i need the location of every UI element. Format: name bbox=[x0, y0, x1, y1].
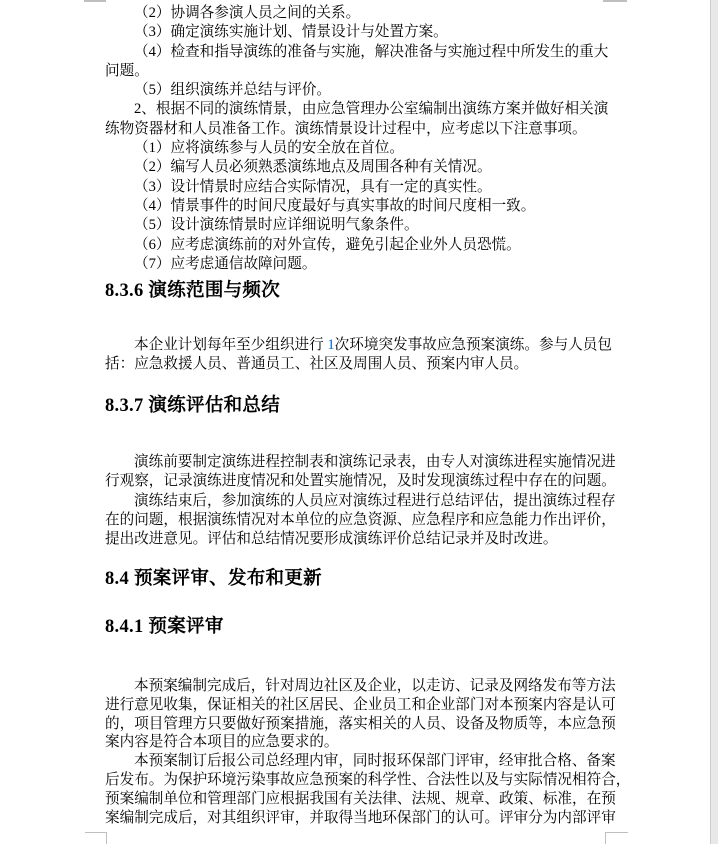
text-line: （5）组织演练并总结与评价。 bbox=[134, 82, 332, 99]
page-edge-gutter bbox=[710, 0, 718, 844]
margin-crop-mark-bottom-right bbox=[605, 832, 628, 833]
text-line: 进行意见收集，保证相关的社区居民、企业员工和企业部门对本预案内容是认可 bbox=[105, 696, 616, 713]
margin-crop-mark-bottom-right bbox=[605, 832, 606, 844]
text-line: （3）确定演练实施计划、情景设计与处置方案。 bbox=[134, 24, 448, 41]
text-line: 预案编制单位和管理部门应根据我国有关法律、法规、规章、政策、标准，在预 bbox=[105, 790, 616, 807]
text-line: （3）设计情景时应结合实际情况，具有一定的真实性。 bbox=[134, 178, 492, 195]
text-line: 本预案制订后报公司总经理内审，同时报环保部门评审，经审批合格、备案 bbox=[134, 753, 616, 770]
paragraph-block bbox=[105, 4, 645, 274]
text-line: 演练结束后，参加演练的人员应对演练过程进行总结评估，提出演练过程存 bbox=[134, 492, 616, 509]
text-line: （2）协调各参演人员之间的关系。 bbox=[134, 5, 361, 21]
text-line: 后发布。为保护环境污染事故应急预案的科学性、合法性以及与实际情况相符合， bbox=[105, 771, 631, 788]
text-run: 本企业计划每年至少组织进行 bbox=[134, 337, 328, 353]
text-line: （6）应考虑演练前的对外宣传，避免引起企业外人员恐慌。 bbox=[134, 236, 521, 253]
text-line: （1）应将演练参与人员的安全放在首位。 bbox=[134, 140, 404, 157]
paragraph-block bbox=[105, 453, 645, 549]
text-line: 案内容是符合本项目的应急要求的。 bbox=[105, 734, 339, 751]
text-line: 练物资器材和人员准备工作。演练情景设计过程中，应考虑以下注意事项。 bbox=[105, 120, 587, 137]
highlighted-number: 1 bbox=[327, 337, 335, 353]
section-heading: 8.3.6 演练范围与频次 bbox=[105, 281, 281, 301]
paragraph-block bbox=[105, 336, 645, 375]
margin-crop-mark-bottom-left bbox=[106, 832, 107, 844]
section-heading: 8.4.1 预案评审 bbox=[105, 617, 224, 637]
text-line: （5）设计演练情景时应详细说明气象条件。 bbox=[134, 217, 419, 234]
text-run: 次环境突发事故应急预案演练。参与人员包 bbox=[334, 337, 612, 353]
paragraph-block bbox=[105, 677, 645, 827]
text-line: 提出改进意见。评估和总结情况要形成演练评价总结记录并及时改进。 bbox=[105, 531, 558, 548]
text-line: 问题。 bbox=[105, 62, 149, 79]
text-line: 本预案编制完成后，针对周边社区及企业，以走访、记录及网络发布等方法 bbox=[134, 678, 616, 694]
text-line: 案编制完成后，对其组织评审，并取得当地环保部门的认可。评审分为内部评审 bbox=[105, 809, 616, 826]
text-line: 演练前要制定演练进程控制表和演练记录表，由专人对演练进程实施情况进 bbox=[134, 454, 616, 470]
text-line: 在的问题，根据演练情况对本单位的应急资源、应急程序和应急能力作出评价， bbox=[105, 511, 616, 528]
text-line: （7）应考虑通信故障问题。 bbox=[134, 255, 317, 272]
margin-crop-mark-top-right bbox=[603, 0, 627, 2]
margin-crop-mark-top-left bbox=[84, 0, 106, 2]
margin-crop-mark-bottom-left bbox=[85, 832, 107, 833]
text-line: （2）编写人员必须熟悉演练地点及周围各种有关情况。 bbox=[134, 159, 492, 176]
text-line: 行观察，记录演练进度情况和处置实施情况，及时发现演练过程中存在的问题。 bbox=[105, 473, 616, 490]
text-line bbox=[105, 336, 645, 355]
text-line: （4）检查和指导演练的准备与实施，解决准备与实施过程中所发生的重大 bbox=[134, 43, 609, 60]
section-heading: 8.4 预案评审、发布和更新 bbox=[105, 569, 322, 589]
text-line: 的，项目管理方只要做好预案措施，落实相关的人员、设备及物质等，本应急预 bbox=[105, 715, 616, 732]
text-line: 括：应急救援人员、普通员工、社区及周围人员、预案内审人员。 bbox=[105, 356, 529, 373]
section-heading: 8.3.7 演练评估和总结 bbox=[105, 396, 281, 416]
text-line: （4）情景事件的时间尺度最好与真实事故的时间尺度相一致。 bbox=[134, 197, 536, 214]
text-line: 2、根据不同的演练情景，由应急管理办公室编制出演练方案并做好相关演 bbox=[134, 101, 609, 118]
